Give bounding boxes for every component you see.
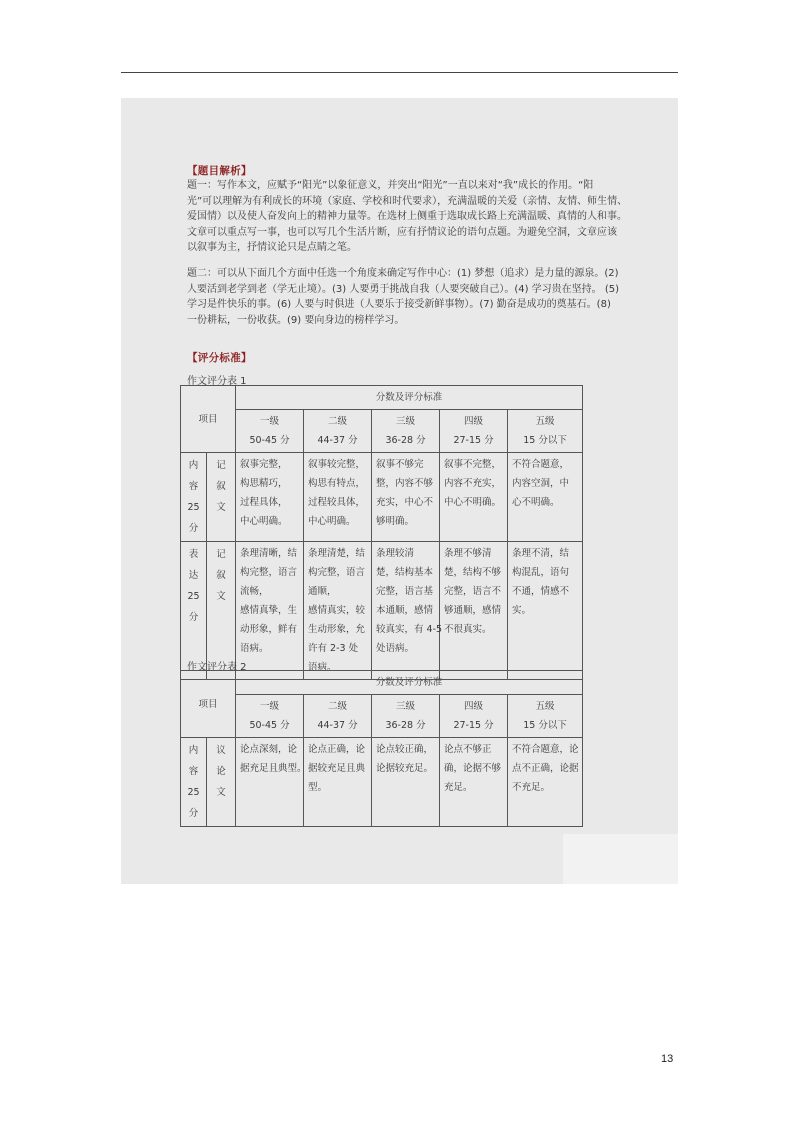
row-item [181,453,207,542]
paragraph-line: 题二：可以从下面几个方面中任选一个角度来确定写作中心：(1) 梦想（追求）是力量的源泉。(2) [187,268,619,279]
criteria-cell [372,453,440,542]
row-genre-char: 记 [216,460,226,471]
criteria-line: 心不明确。 [512,497,560,508]
criteria-line: 较真实，有 4-5 [376,624,443,635]
level-header [236,695,304,738]
row-item-char: 容 [188,481,199,492]
criteria-line: 不符合题意，论 [512,744,579,755]
criteria-line: 论点正确，论 [308,744,366,755]
criteria-cell [508,542,583,680]
analysis-heading: 【题目解析】 [187,165,252,177]
criteria-cell [372,542,443,680]
level-header [508,695,583,738]
row-item-char: 容 [188,766,199,777]
criteria-line: 过程具体， [240,497,288,508]
criteria-line: 中心明确。 [240,516,288,527]
paragraph-line: 爱国情）以及使人奋发向上的精神力量等。在选材上侧重于选取成长路上充满温暖、真情的人和事。 [187,211,627,223]
criteria-line: 论点不够正 [444,744,492,755]
row-genre-char: 论 [216,766,226,777]
criteria-line: 不很真实。 [444,624,492,635]
row-genre-char: 记 [216,549,226,560]
level-header [372,695,440,738]
level-name: 一级 [260,416,280,427]
header-rule [121,72,678,73]
row-genre-char: 叙 [216,481,226,492]
criteria-line: 语病。 [308,662,337,673]
level-range: 15 分以下 [523,720,567,731]
criteria-line: 内容空洞，中 [512,478,570,489]
level-header [508,410,583,453]
criteria-line: 处语病。 [376,643,415,654]
criteria-line: 生动形象，允 [308,624,366,635]
level-name: 四级 [464,701,484,712]
row-item-char: 内 [188,460,199,471]
level-range: 44-37 分 [317,435,358,446]
row-genre-char: 文 [216,502,226,513]
level-name: 二级 [328,701,348,712]
paragraph-line: 文章可以重点写一事，也可以写几个生活片断，应有抒情议论的语句点题。为避免空洞，文章应该 [187,226,617,238]
paragraph-line: 光”可以理解为有利成长的环境（家庭、学校和时代要求），充满温暖的关爱（亲情、友情、师生情、 [187,195,628,207]
table1-caption: 作文评分表 1 [187,376,247,387]
criteria-cell [304,738,372,827]
criteria-line: 型。 [308,782,328,793]
criteria-line: 动形象，鲜有 [240,624,298,635]
level-name: 一级 [260,701,280,712]
level-name: 三级 [396,701,416,712]
level-header [372,410,440,453]
paragraph-line: 一份耕耘，一份收获。(9) 要向身边的榜样学习。 [187,314,405,326]
criteria-line: 条理较清 [376,548,415,559]
group-header: 分数及评分标准 [236,671,583,695]
level-range: 15 分以下 [523,435,567,446]
criteria-line: 感情真实，较 [308,605,366,616]
row-item-char: 达 [188,570,199,581]
row-genre [207,738,236,827]
criteria-line: 不充足。 [512,782,551,793]
criteria-line: 内容不充实， [444,478,502,489]
row-genre-char: 议 [216,745,226,756]
level-name: 二级 [328,416,348,427]
level-header [236,410,304,453]
analysis-paragraph-1 [187,178,627,256]
criteria-line: 整，内容不够 [376,478,434,489]
level-name: 三级 [396,416,416,427]
row-item-char: 25 [187,591,200,602]
criteria-line: 构完整，语言 [308,567,366,578]
criteria-line: 充实，中心不 [376,497,434,508]
criteria-cell [236,738,307,827]
page-number: 13 [661,1053,674,1065]
criteria-line: 叙事较完整， [308,459,366,470]
row-item-char: 25 [187,787,200,798]
criteria-cell [440,453,508,542]
criteria-line: 语病。 [240,643,269,654]
criteria-line: 够明确。 [376,516,415,527]
criteria-cell [304,542,372,680]
row-item-char: 分 [188,523,199,534]
level-range: 27-15 分 [453,435,494,446]
row-genre-char: 叙 [216,570,226,581]
level-name: 五级 [535,701,555,712]
criteria-cell [508,453,583,542]
table2-caption: 作文评分表 2 [187,662,247,673]
criteria-line: 过程较具体， [308,497,366,508]
criteria-line: 点不正确，论据 [512,763,579,774]
group-header: 分数及评分标准 [236,386,583,410]
criteria-cell [440,738,508,827]
level-range: 27-15 分 [453,720,494,731]
level-range: 50-45 分 [249,720,290,731]
criteria-line: 叙事完整， [240,459,288,470]
table-row [181,738,583,827]
criteria-line: 确，论据不够 [444,763,502,774]
criteria-line: 中心不明确。 [444,497,502,508]
analysis-paragraph-2 [187,266,619,328]
criteria-line: 叙事不够完 [376,459,424,470]
row-item-char: 分 [188,808,199,819]
criteria-line: 楚，结构不够 [444,567,502,578]
table-row [181,453,583,542]
level-name: 四级 [464,416,484,427]
row-item-char: 25 [187,502,200,513]
level-header [304,695,372,738]
criteria-cell [440,542,508,680]
level-name: 五级 [535,416,555,427]
level-header [304,410,372,453]
scan-corner-patch [563,834,678,884]
criteria-line: 论点较正确， [376,744,434,755]
criteria-line: 条理清楚，结 [308,548,366,559]
criteria-cell [236,453,304,542]
criteria-line: 本通顺，感情 [376,605,434,616]
criteria-line: 充足。 [444,782,473,793]
row-genre-char: 文 [216,787,226,798]
criteria-line: 条理不够清 [444,548,492,559]
criteria-line: 论据较充足。 [376,763,434,774]
level-range: 50-45 分 [249,435,290,446]
criteria-line: 完整，语言不 [444,586,502,597]
criteria-line: 构思有特点， [308,478,366,489]
criteria-line: 实。 [512,605,532,616]
criteria-line: 楚，结构基本 [376,567,434,578]
row-item-char: 内 [188,745,199,756]
level-header [440,410,508,453]
criteria-line: 论点深刻，论 [240,744,298,755]
level-range: 36-28 分 [385,720,426,731]
criteria-line: 构完整，语言 [240,567,298,578]
criteria-line: 不符合题意， [512,459,570,470]
criteria-cell [372,738,440,827]
paragraph-line: 题一：写作本文，应赋予“阳光”以象征意义，并突出“阳光”一直以来对“我”成长的作用。“阳 [187,180,594,191]
criteria-line: 据充足且典型。 [240,763,307,774]
criteria-line: 构混乱，语句 [512,567,570,578]
criteria-line: 据较充足且典 [308,763,366,774]
criteria-line: 感情真挚，生 [240,605,298,616]
row-genre [207,453,236,542]
criteria-cell [304,453,372,542]
criteria-line: 流畅， [240,586,269,597]
criteria-line: 不通，情感不 [512,586,570,597]
paragraph-line: 以叙事为主，抒情议论只是点睛之笔。 [187,242,357,254]
criteria-line: 够通顺，感情 [444,605,502,616]
criteria-line: 条理清晰，结 [240,548,298,559]
level-header [440,695,508,738]
rubric-table-2 [180,670,583,827]
paragraph-line: 学习是件快乐的事。(6) 人要与时俱进（人要乐于接受新鲜事物）。(7) 勤奋是成功的奠基石。(8) [187,299,611,311]
criteria-line: 许有 2-3 处 [308,643,359,654]
row-item-char: 分 [188,612,199,623]
scoring-heading: 【评分标准】 [187,352,252,364]
row-genre-char: 文 [216,591,226,602]
level-range: 44-37 分 [317,720,358,731]
criteria-line: 条理不清，结 [512,548,570,559]
criteria-line: 叙事不完整， [444,459,502,470]
criteria-cell [508,738,583,827]
level-range: 36-28 分 [385,435,426,446]
item-header: 项目 [181,386,236,453]
rubric-table-1 [180,385,583,680]
row-item [181,738,207,827]
row-item-char: 表 [188,549,199,560]
criteria-line: 中心明确。 [308,516,356,527]
item-header: 项目 [181,671,236,738]
criteria-line: 完整，语言基 [376,586,434,597]
paragraph-line: 人要活到老学到老（学无止境）。(3) 人要勇于挑战自我（人要突破自己）。(4) 学习贵在坚持。 (5) [187,283,620,295]
criteria-line: 构思精巧， [240,478,288,489]
criteria-line: 通顺， [308,586,337,597]
